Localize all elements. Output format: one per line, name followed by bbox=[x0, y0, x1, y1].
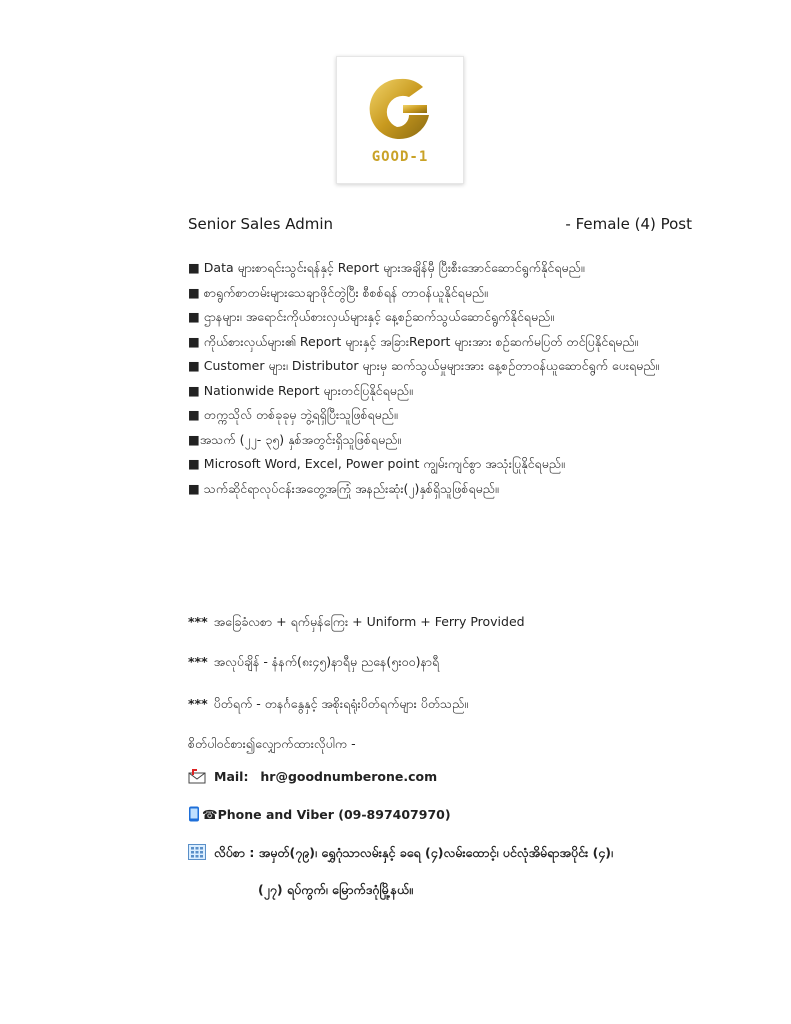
benefit-holidays: *** ပိတ်ရက် - တနင်္ဂနွေနှင့် အစိုးရရုံးပိတ်ရက်များ ပိတ်သည်။ bbox=[188, 696, 469, 711]
stars-marker: *** bbox=[188, 696, 208, 711]
duty-item: ■အသက် (၂၂- ၃၅) နှစ်အတွင်းရှိသူဖြစ်ရမည်။ bbox=[188, 431, 402, 447]
contact-address bbox=[188, 844, 613, 864]
duty-item: ■ စာရွက်စာတမ်းများသေချာဖိုင်တွဲပြီး စီစစ်ရန် တာဝန်ယူနိုင်ရမည်။ bbox=[188, 284, 488, 300]
job-title: Senior Sales Admin bbox=[188, 215, 334, 233]
mail-address-link[interactable]: hr@goodnumberone.com bbox=[260, 769, 438, 784]
apply-note: စိတ်ပါဝင်စား၍လျှောက်ထားလိုပါက - bbox=[188, 736, 356, 751]
keypad-icon bbox=[188, 844, 206, 860]
contact-phone bbox=[188, 806, 451, 822]
duty-item: ■ Customer များ၊ Distributor များမှ ဆက်သွယ်မှုများအား နေ့စဥ်တာဝန်ယူဆောင်ရွက် ပေးရမည်။ bbox=[188, 358, 660, 373]
address-line-1: လိပ်စာ : အမှတ်(၇၉)၊ ရွှေဂုံသာလမ်းနှင့် ခရေ (၄)လမ်းထောင့်၊ ပင်လုံအိမ်ရာအပိုင်း (၄)၊ bbox=[214, 845, 613, 860]
logo-brand-text: GOOD-1 bbox=[371, 149, 429, 165]
mail-label: Mail: bbox=[214, 769, 249, 784]
duty-item: ■ Microsoft Word, Excel, Power point ကျွမ်းကျင်စွာ အသုံးပြုနိုင်ရမည်။ bbox=[188, 456, 565, 471]
duty-item: ■ တက္ကသိုလ် တစ်ခုခုမှ ဘွဲ့ရရှိပြီးသူဖြစ်ရမည်။ bbox=[188, 407, 398, 422]
contact-address-cont bbox=[258, 882, 413, 901]
duty-item: ■ Nationwide Report များတင်ပြနိုင်ရမည်။ bbox=[188, 382, 413, 398]
stars-marker: *** bbox=[188, 654, 208, 669]
address-line-2: (၂၇) ရပ်ကွက်၊ မြောက်ဒဂုံမြို့နယ်။ bbox=[258, 882, 413, 897]
duties-list bbox=[188, 258, 708, 503]
contact-mail bbox=[188, 768, 437, 784]
duty-item: ■ ဌာနများ၊ အရောင်းကိုယ်စားလှယ်များနှင့် နေ့စဥ်ဆက်သွယ်ဆောင်ရွက်နိုင်ရမည်။ bbox=[188, 309, 554, 324]
phone-viber-text: ☎Phone and Viber (09-897407970) bbox=[202, 807, 451, 822]
benefit-salary: *** အခြေခံလစာ + ရက်မှန်ကြေး + Uniform + Ferry Provided bbox=[188, 614, 525, 629]
duty-item: ■ သက်ဆိုင်ရာလုပ်ငန်းအတွေ့အကြုံ အနည်းဆုံး(၂)နှစ်ရှိသူဖြစ်ရမည်။ bbox=[188, 480, 499, 496]
benefit-hours: *** အလုပ်ချိန် - နံနက်(၈း၄၅)နာရီမှ ညနေ(၅း၀၀)နာရီ bbox=[188, 654, 440, 669]
post-info: - Female (4) Post bbox=[565, 215, 692, 233]
duty-item: ■ ကိုယ်စားလှယ်များ၏ Report များနှင့် အခြားReport များအား စဥ်ဆက်မပြတ် တင်ပြနိုင်ရမည်။ bbox=[188, 333, 639, 349]
company-logo bbox=[336, 56, 464, 184]
stars-marker: *** bbox=[188, 614, 208, 629]
mailbox-icon bbox=[188, 768, 206, 784]
duty-item: ■ Data များစာရင်းသွင်းရန်နှင့် Report များအချိန်မှီ ပြီးစီးအောင်ဆောင်ရွက်နိုင်ရမည်။ bbox=[188, 260, 585, 275]
mobile-phone-icon bbox=[188, 806, 200, 822]
